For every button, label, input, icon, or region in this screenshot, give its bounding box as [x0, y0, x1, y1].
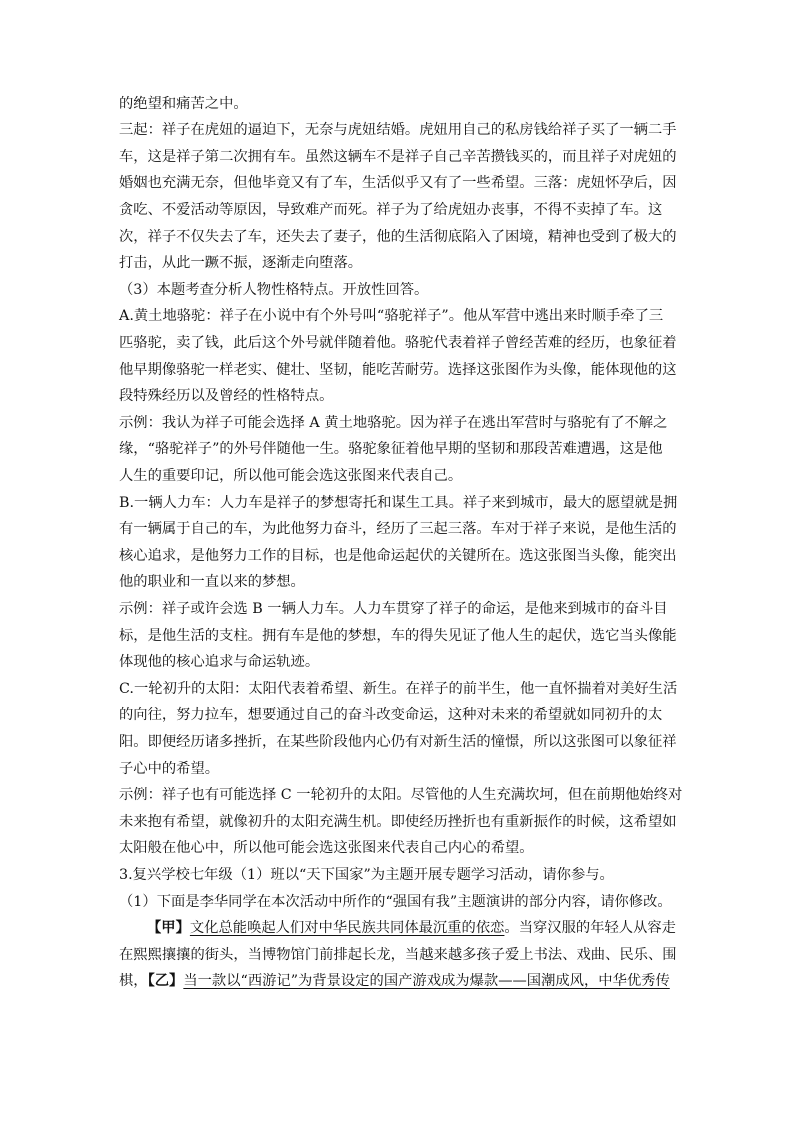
text-line: 次，祥子不仅失去了车，还失去了妻子，他的生活彻底陷入了困境，精神也受到了极大的: [119, 229, 677, 245]
text-line: C.一轮初升的太阳：太阳代表着希望、新生。在祥子的前半生，他一直怀揣着对美好生活: [119, 681, 678, 697]
text-line: 未来抱有希望，就像初升的太阳充满生机。即使经历挫折也有重新振作的时候，这希望如: [119, 814, 677, 830]
text-line: 子心中的希望。: [119, 761, 220, 777]
text-line: 他的职业和一直以来的梦想。: [119, 574, 305, 590]
text-line: 缘，“骆驼祥子”的外号伴随他一生。骆驼象征着他早期的坚韧和那段苦难遭遇，这是他: [119, 441, 663, 457]
speech-paragraph-line: 在熙熙攘攘的街头，当博物馆门前排起长龙，当越来越多孩子爱上书法、戏曲、民乐、围: [119, 947, 677, 963]
sub-question: （1）下面是李华同学在本次活动中所作的“强国有我”主题演讲的部分内容，请你修改。: [119, 894, 672, 910]
text-line: 人生的重要印记，所以他可能会选这张图来代表自己。: [119, 468, 463, 484]
text-line: 太阳般在他心中，所以他可能会选这张图来代表自己内心的希望。: [119, 840, 534, 856]
mark-b: 【乙】: [147, 973, 184, 989]
underlined-sentence-b: 当一款以“西游记”为背景设定的国产游戏成为爆款——国潮成风，中华优秀传: [183, 973, 670, 989]
text-line: 他早期像骆驼一样老实、健壮、坚韧，能吃苦耐劳。选择这张图作为头像，能体现他的这: [119, 362, 677, 378]
text-line: 打击，从此一蹶不振，逐渐走向堕落。: [119, 255, 363, 271]
text-line: 段特殊经历以及曾经的性格特点。: [119, 388, 334, 404]
text-line: 三起：祥子在虎妞的逼迫下，无奈与虎妞结婚。虎妞用自己的私房钱给祥子买了一辆二手: [119, 122, 677, 138]
text-line: 有一辆属于自己的车，为此他努力奋斗，经历了三起三落。车对于祥子来说，是他生活的: [119, 521, 677, 537]
text-line: 贪吃、不爱活动等原因，导致难产而死。祥子为了给虎妞办丧事，不得不卖掉了车。这: [119, 202, 663, 218]
speech-paragraph-line: [119, 971, 670, 991]
text-line: 体现他的核心追求与命运轨迹。: [119, 654, 320, 670]
text-line: 示例：我认为祥子可能会选择 A 黄土地骆驼。因为祥子在逃出军营时与骆驼有了不解之: [119, 415, 668, 431]
text-line: 匹骆驼，卖了钱，此后这个外号就伴随着他。骆驼代表着祥子曾经苦难的经历，也象征着: [119, 335, 677, 351]
text-line: 示例：祥子或许会选 B 一辆人力车。人力车贯穿了祥子的命运，是他来到城市的奋斗目: [119, 601, 668, 617]
speech-text: 棋，: [119, 973, 148, 989]
text-line: B.一辆人力车：人力车是祥子的梦想寄托和谋生工具。祥子来到城市，最大的愿望就是拥: [119, 495, 678, 511]
text-line: 示例：祥子也有可能选择 C 一轮初升的太阳。尽管他的人生充满坎坷，但在前期他始终对: [119, 787, 683, 803]
text-line: 的绝望和痛苦之中。: [119, 96, 248, 112]
speech-text: 。当穿汉服的年轻人从容走: [504, 920, 676, 936]
speech-paragraph-line: [147, 918, 676, 938]
text-line: 阳。即便经历诸多挫折，在某些阶段他内心仍有对新生活的憧憬，所以这张图可以象征祥: [119, 734, 677, 750]
text-line: （3）本题考查分析人物性格特点。开放性回答。: [119, 282, 429, 298]
question-heading: 3.复兴学校七年级（1）班以“天下国家”为主题开展专题学习活动，请你参与。: [119, 867, 614, 883]
underlined-sentence-a: 文化总能唤起人们对中华民族共同体最沉重的依恋: [189, 920, 505, 936]
mark-a: 【甲】: [147, 920, 190, 936]
text-line: A.黄土地骆驼：祥子在小说中有个外号叫“骆驼祥子”。他从军营中逃出来时顺手牵了三: [119, 308, 664, 324]
text-line: 标，是他生活的支柱。拥有车是他的梦想，车的得失见证了他人生的起伏，选它当头像能: [119, 628, 677, 644]
text-line: 婚姻也充满无奈，但他毕竟又有了车，生活似乎又有了一些希望。三落：虎妞怀孕后，因: [119, 175, 677, 191]
text-line: 车，这是祥子第二次拥有车。虽然这辆车不是祥子自己辛苦攒钱买的，而且祥子对虎妞的: [119, 149, 677, 165]
text-line: 核心追求，是他努力工作的目标，也是他命运起伏的关键所在。选这张图当头像，能突出: [119, 548, 677, 564]
text-line: 的向往，努力拉车，想要通过自己的奋斗改变命运，这种对未来的希望就如同初升的太: [119, 707, 663, 723]
